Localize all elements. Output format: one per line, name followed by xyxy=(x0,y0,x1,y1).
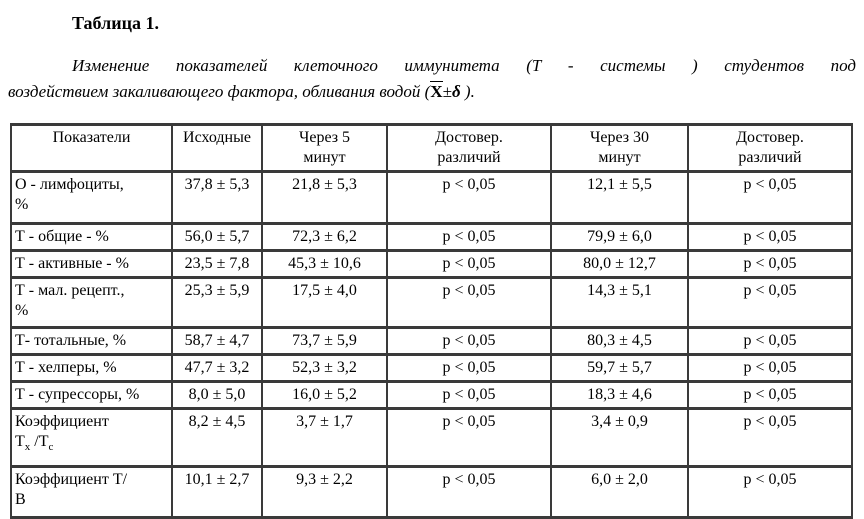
cell-value: p < 0,05 xyxy=(387,251,551,278)
cell-value: p < 0,05 xyxy=(688,382,852,409)
table-row-t-khelpery xyxy=(11,355,852,382)
row-label: Т - общие - % xyxy=(11,224,172,251)
cell-value: 23,5 ± 7,8 xyxy=(172,251,262,278)
cell-value: 37,8 ± 5,3 xyxy=(172,172,262,224)
cell-value: 3,4 ± 0,9 xyxy=(551,409,688,467)
cell-value: 6,0 ± 2,0 xyxy=(551,467,688,518)
header-dostover-razlichiy-1: Достовер. различий xyxy=(387,125,551,172)
subscript-x: х xyxy=(24,441,31,454)
cell-value: 45,3 ± 10,6 xyxy=(262,251,387,278)
caption-line-2 xyxy=(8,79,856,105)
cell-value: p < 0,05 xyxy=(688,409,852,467)
page-title: Таблица 1. xyxy=(72,13,159,33)
cell-value: p < 0,05 xyxy=(387,355,551,382)
cell-value: 73,7 ± 5,9 xyxy=(262,328,387,355)
cell-value: p < 0,05 xyxy=(387,224,551,251)
table-caption xyxy=(8,53,856,105)
cell-value: p < 0,05 xyxy=(688,355,852,382)
header-pokazateli: Показатели xyxy=(11,125,172,172)
cell-value: p < 0,05 xyxy=(688,278,852,328)
row-label: Коэффициент Т/ В xyxy=(11,467,172,518)
header-dostover-razlichiy-2: Достовер. различий xyxy=(688,125,852,172)
cell-value: p < 0,05 xyxy=(688,251,852,278)
immunity-indicators-table xyxy=(10,123,853,519)
table-row-o-limfotsity xyxy=(11,172,852,224)
table-row-t-supressory xyxy=(11,382,852,409)
header-cherez-30-minut: Через 30 минут xyxy=(551,125,688,172)
cell-value: 18,3 ± 4,6 xyxy=(551,382,688,409)
table-row-t-aktivnye xyxy=(11,251,852,278)
table-row-koefficient-tx-tc xyxy=(11,409,852,467)
row-label: Т - активные - % xyxy=(11,251,172,278)
xbar-symbol: $\overline{X}$ xyxy=(430,82,443,101)
cell-value: p < 0,05 xyxy=(387,278,551,328)
row-label: Т- тотальные, % xyxy=(11,328,172,355)
row-label xyxy=(11,409,172,467)
cell-value: 16,0 ± 5,2 xyxy=(262,382,387,409)
cell-value: p < 0,05 xyxy=(387,172,551,224)
header-cherez-5-minut: Через 5 минут xyxy=(262,125,387,172)
cell-value: 12,1 ± 5,5 xyxy=(551,172,688,224)
cell-value: 80,0 ± 12,7 xyxy=(551,251,688,278)
header-iskhodnye: Исходные xyxy=(172,125,262,172)
cell-value: p < 0,05 xyxy=(688,172,852,224)
table-row-t-mal-retsept xyxy=(11,278,852,328)
table-row-koefficient-t-v xyxy=(11,467,852,518)
cell-value: 59,7 ± 5,7 xyxy=(551,355,688,382)
cell-value: p < 0,05 xyxy=(387,328,551,355)
cell-value: p < 0,05 xyxy=(387,382,551,409)
cell-value: p < 0,05 xyxy=(387,467,551,518)
cell-value: 25,3 ± 5,9 xyxy=(172,278,262,328)
cell-value: 80,3 ± 4,5 xyxy=(551,328,688,355)
document-page xyxy=(0,12,864,519)
cell-value: p < 0,05 xyxy=(688,467,852,518)
cell-value: 72,3 ± 6,2 xyxy=(262,224,387,251)
cell-value: 58,7 ± 4,7 xyxy=(172,328,262,355)
delta-symbol: δ xyxy=(451,82,461,101)
caption-line2-text: воздействием закаливающего фактора, обливания водой ( xyxy=(8,82,431,101)
cell-value: 3,7 ± 1,7 xyxy=(262,409,387,467)
label-text: /Т xyxy=(30,433,49,450)
caption-line2-close: ). xyxy=(460,82,475,101)
cell-value: 47,7 ± 3,2 xyxy=(172,355,262,382)
table-header-row xyxy=(11,125,852,172)
row-label: О - лимфоциты, % xyxy=(11,172,172,224)
cell-value: 79,9 ± 6,0 xyxy=(551,224,688,251)
cell-value: p < 0,05 xyxy=(387,409,551,467)
cell-value: 8,0 ± 5,0 xyxy=(172,382,262,409)
label-text: Коэффициент Т xyxy=(15,413,109,450)
plusminus-symbol: ± xyxy=(442,82,452,101)
row-label: Т - супрессоры, % xyxy=(11,382,172,409)
row-label: Т - хелперы, % xyxy=(11,355,172,382)
caption-line-1: Изменение показателей клеточного иммунитета (Т - системы ) студентов под xyxy=(72,56,856,75)
table-row-t-obshchie xyxy=(11,224,852,251)
cell-value: 8,2 ± 4,5 xyxy=(172,409,262,467)
cell-value: 52,3 ± 3,2 xyxy=(262,355,387,382)
cell-value: 9,3 ± 2,2 xyxy=(262,467,387,518)
cell-value: 21,8 ± 5,3 xyxy=(262,172,387,224)
cell-value: 10,1 ± 2,7 xyxy=(172,467,262,518)
row-label: Т - мал. рецепт., % xyxy=(11,278,172,328)
cell-value: 14,3 ± 5,1 xyxy=(551,278,688,328)
table-row-t-totalnye xyxy=(11,328,852,355)
cell-value: p < 0,05 xyxy=(688,224,852,251)
cell-value: 56,0 ± 5,7 xyxy=(172,224,262,251)
cell-value: p < 0,05 xyxy=(688,328,852,355)
subscript-c: с xyxy=(48,441,54,454)
cell-value: 17,5 ± 4,0 xyxy=(262,278,387,328)
